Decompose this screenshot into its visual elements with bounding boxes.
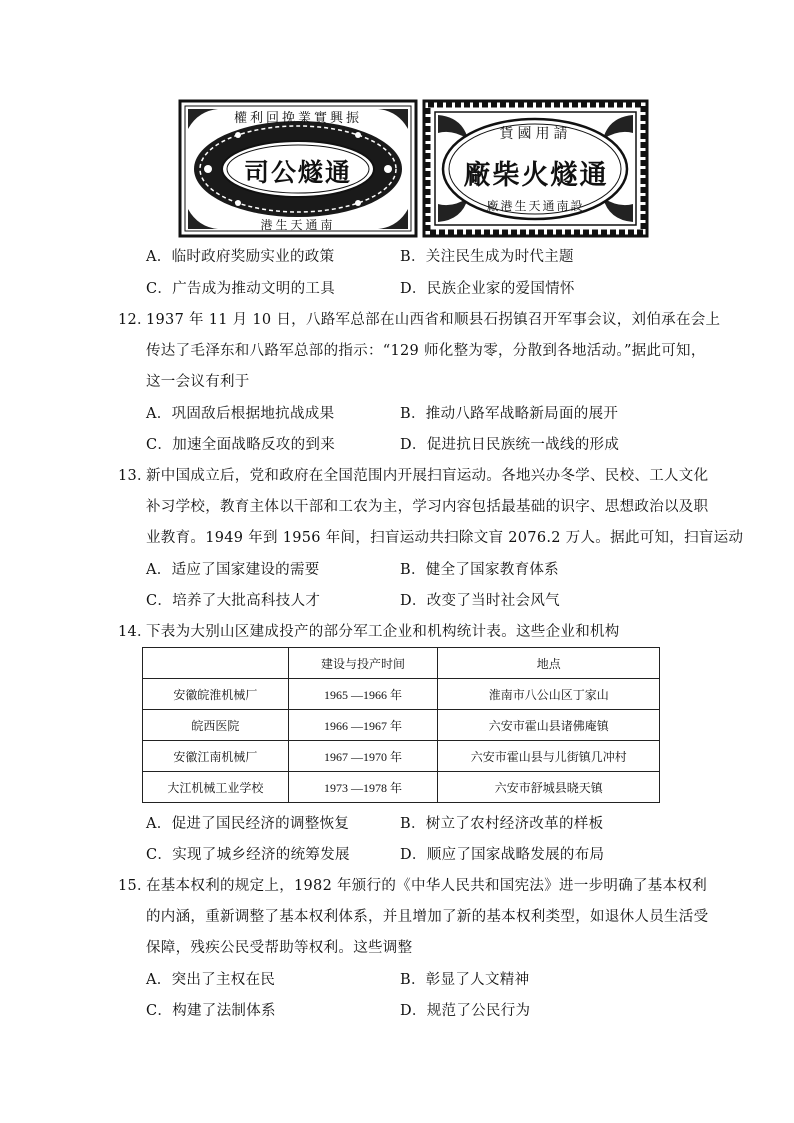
matchbox-label-right: [422, 99, 649, 238]
table-row: [143, 710, 660, 741]
table-header-cell: 建设与投产时间: [288, 648, 438, 679]
q14-option-c: C．实现了城乡经济的统筹发展: [146, 847, 350, 863]
q13-option-d: D．改变了当时社会风气: [400, 593, 560, 609]
q12-option-b: B．推动八路军战略新局面的展开: [400, 406, 619, 422]
q13-stem-line-3: 业教育。1949 年到 1956 年间，扫盲运动共扫除文盲 2076.2 万人。据此可知，扫盲运动: [146, 530, 744, 546]
label-left-center-text: 通燧公司: [243, 158, 352, 187]
q13-stem-line-2: 补习学校，教育主体以干部和工农为主，学习内容包括最基础的识字、思想政治以及职: [146, 499, 709, 515]
q14-number: 14．: [118, 624, 152, 640]
q12-option-c: C．加速全面战略反攻的到来: [146, 437, 336, 453]
q14-option-d: D．顺应了国家战略发展的布局: [400, 847, 605, 863]
table-cell: 1966 —1967 年: [288, 710, 438, 741]
table-row: [143, 679, 660, 710]
q15-stem-line-1: 在基本权利的规定上，1982 年颁行的《中华人民共和国宪法》进一步明确了基本权利: [146, 878, 708, 894]
q12-number: 12．: [118, 312, 152, 328]
label-right-top-text: 請用國貨: [499, 126, 572, 142]
q14-statistics-table: [142, 647, 660, 803]
q13-option-a: A．适应了国家建设的需要: [146, 562, 320, 578]
table-cell: 大江机械工业学校: [143, 772, 289, 803]
table-cell: 六安市霍山县诸佛庵镇: [438, 710, 660, 741]
q15-stem-line-2: 的内涵，重新调整了基本权利体系，并且增加了新的基本权利类型，如退休人员生活受: [146, 909, 709, 925]
q15-number: 15．: [118, 878, 152, 894]
q12-stem-line-2: 传达了毛泽东和八路军总部的指示：“129 师化整为零，分散到各地活动。”据此可知，: [146, 343, 706, 359]
q11-option-c: C．广告成为推动文明的工具: [146, 281, 336, 297]
label-right-center-text: 通燧火柴廠: [463, 160, 609, 191]
q11-option-d: D．民族企业家的爱国情怀: [400, 281, 575, 297]
q15-option-a: A．突出了主权在民: [146, 972, 276, 988]
q13-number: 13．: [118, 468, 152, 484]
q11-option-b: B．关注民生成为时代主题: [400, 249, 574, 265]
table-cell: 安徽皖淮机械厂: [143, 679, 289, 710]
q13-option-c: C．培养了大批高科技人才: [146, 593, 321, 609]
table-cell: 1965 —1966 年: [288, 679, 438, 710]
label-left-bottom-text: 南通天生港: [260, 218, 336, 232]
label-right-bottom-text: 設南通天生港廠: [486, 199, 585, 213]
table-cell: 1967 —1970 年: [288, 741, 438, 772]
q14-option-b: B．树立了农村经济改革的样板: [400, 816, 604, 832]
table-row: [143, 772, 660, 803]
table-cell: 六安市舒城县晓天镇: [438, 772, 660, 803]
table-header-cell: [143, 648, 289, 679]
q12-stem-line-3: 这一会议有利于: [146, 374, 250, 390]
matchbox-label-left: [178, 99, 418, 238]
q12-stem-line-1: 1937 年 11 月 10 日，八路军总部在山西省和顺县石拐镇召开军事会议，刘伯承在会上: [146, 312, 721, 328]
table-cell: 安徽江南机械厂: [143, 741, 289, 772]
table-cell: 六安市霍山县与儿街镇几冲村: [438, 741, 660, 772]
q12-option-d: D．促进抗日民族统一战线的形成: [400, 437, 620, 453]
q15-option-c: C．构建了法制体系: [146, 1003, 276, 1019]
label-left-top-text: 振興實業挽回利權: [233, 111, 362, 126]
table-cell: 淮南市八公山区丁家山: [438, 679, 660, 710]
q14-option-a: A．促进了国民经济的调整恢复: [146, 816, 350, 832]
table-row: [143, 741, 660, 772]
q15-option-d: D．规范了公民行为: [400, 1003, 531, 1019]
q11-option-a: A．临时政府奖励实业的政策: [146, 249, 335, 265]
q15-option-b: B．彰显了人文精神: [400, 972, 530, 988]
table-cell: 皖西医院: [143, 710, 289, 741]
q12-option-a: A．巩固敌后根据地抗战成果: [146, 406, 335, 422]
q14-stem-line-1: 下表为大别山区建成投产的部分军工企业和机构统计表。这些企业和机构: [146, 624, 620, 640]
q13-option-b: B．健全了国家教育体系: [400, 562, 559, 578]
q13-stem-line-1: 新中国成立后，党和政府在全国范围内开展扫盲运动。各地兴办冬学、民校、工人文化: [146, 468, 709, 484]
table-cell: 1973 —1978 年: [288, 772, 438, 803]
table-header-cell: 地点: [438, 648, 660, 679]
table-header-row: [143, 648, 660, 679]
q15-stem-line-3: 保障，残疾公民受帮助等权利。这些调整: [146, 940, 413, 956]
